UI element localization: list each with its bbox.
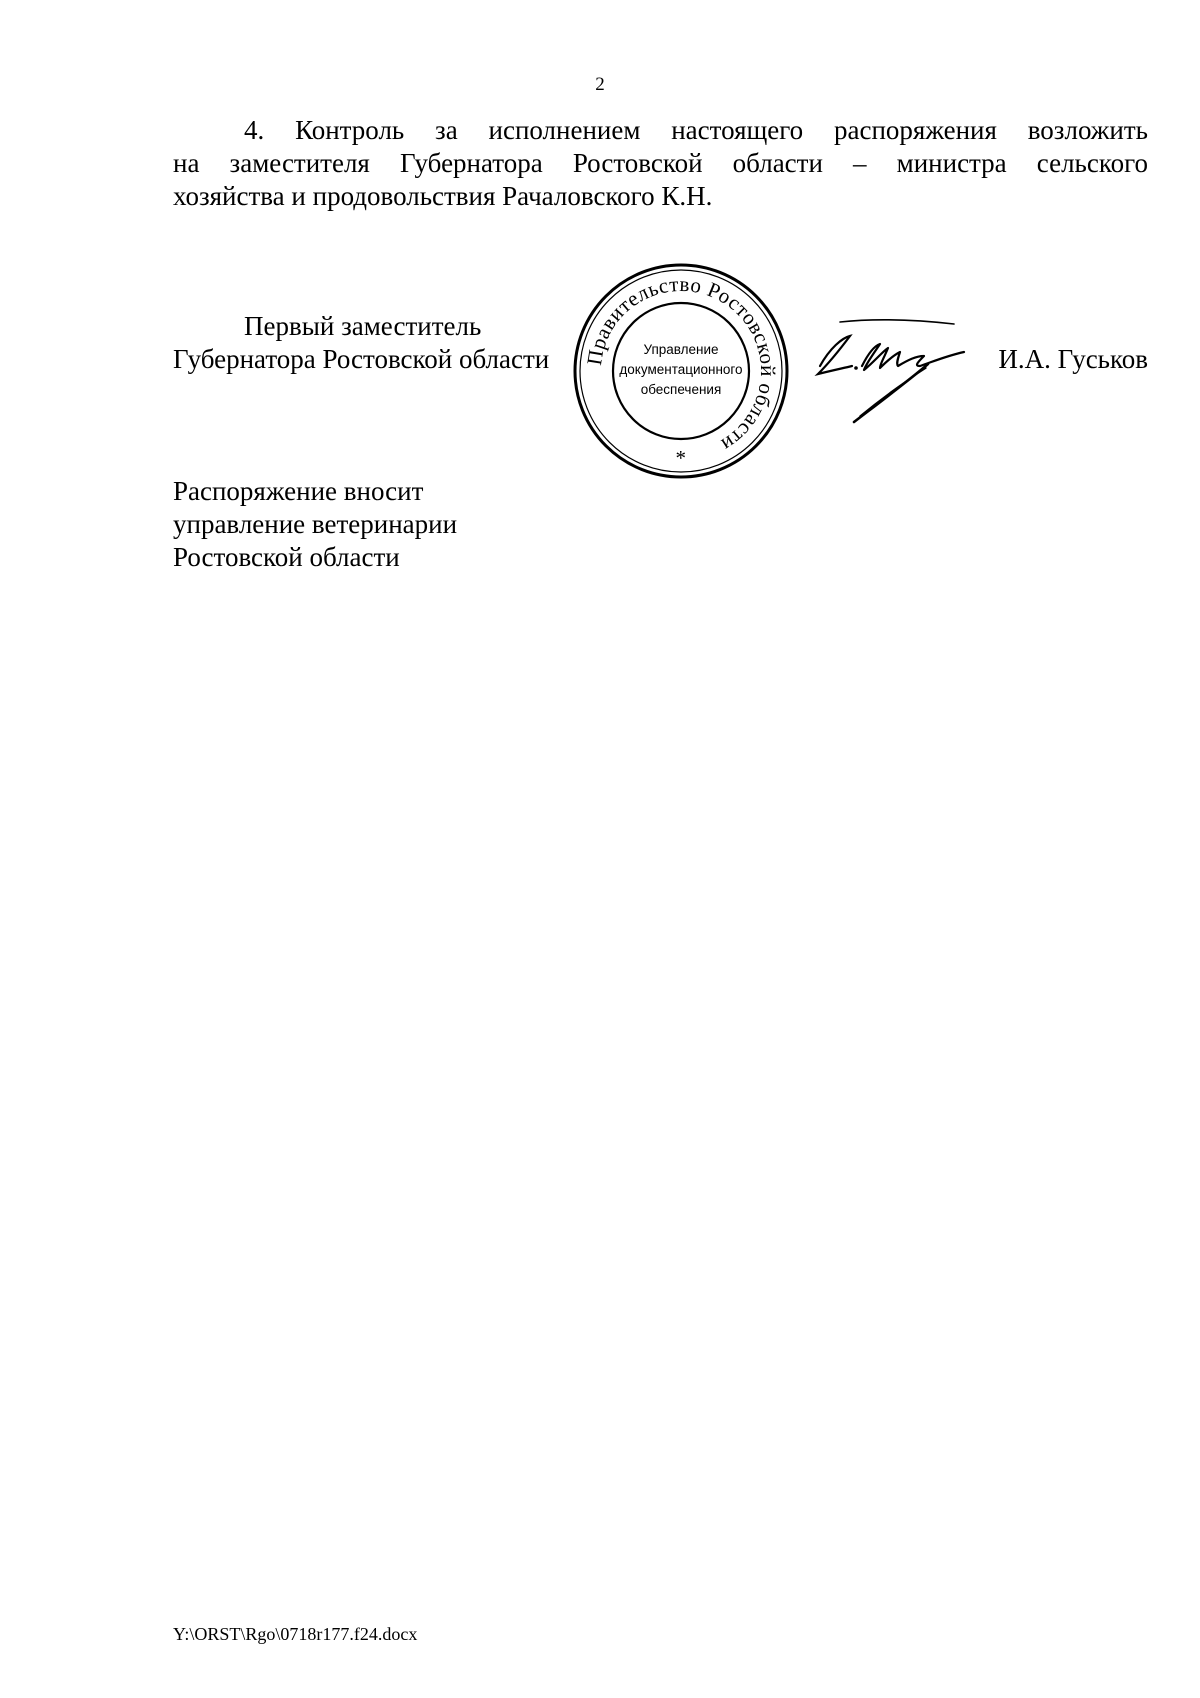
stamp-star: * [675,446,687,470]
page-number: 2 [595,74,605,95]
handwritten-signature [808,318,980,428]
official-stamp [572,262,790,480]
submitter-line-3: Ростовской области [173,542,400,572]
stamp-inner-line-2: документационного [619,362,743,377]
control-paragraph [173,114,1148,213]
file-path: Y:\ORST\Rgo\0718r177.f24.docx [173,1624,418,1644]
paragraph-line-3: хозяйства и продовольствия Рачаловского К.Н. [173,181,713,211]
paragraph-line-2: на заместителя Губернатора Ростовской области – министра сельского [173,148,1148,178]
signer-position-line-2: Губернатора Ростовской области [173,344,550,374]
signer-position-line-1: Первый заместитель [244,311,482,341]
stamp-ring-textpath: Правительство Ростовской области [582,271,781,458]
stamp-inner-line-3: обеспечения [640,382,722,397]
stamp-inner-line-1: Управление [643,342,719,357]
submitter-line-1: Распоряжение вносит [173,476,424,506]
signer-name: И.А. Гуськов [998,344,1148,374]
submitter-note [173,475,457,574]
signer-position [173,310,549,376]
paragraph-line-1: 4. Контроль за исполнением настоящего распоряжения возложить [244,115,1148,145]
submitter-line-2: управление ветеринарии [173,509,458,539]
